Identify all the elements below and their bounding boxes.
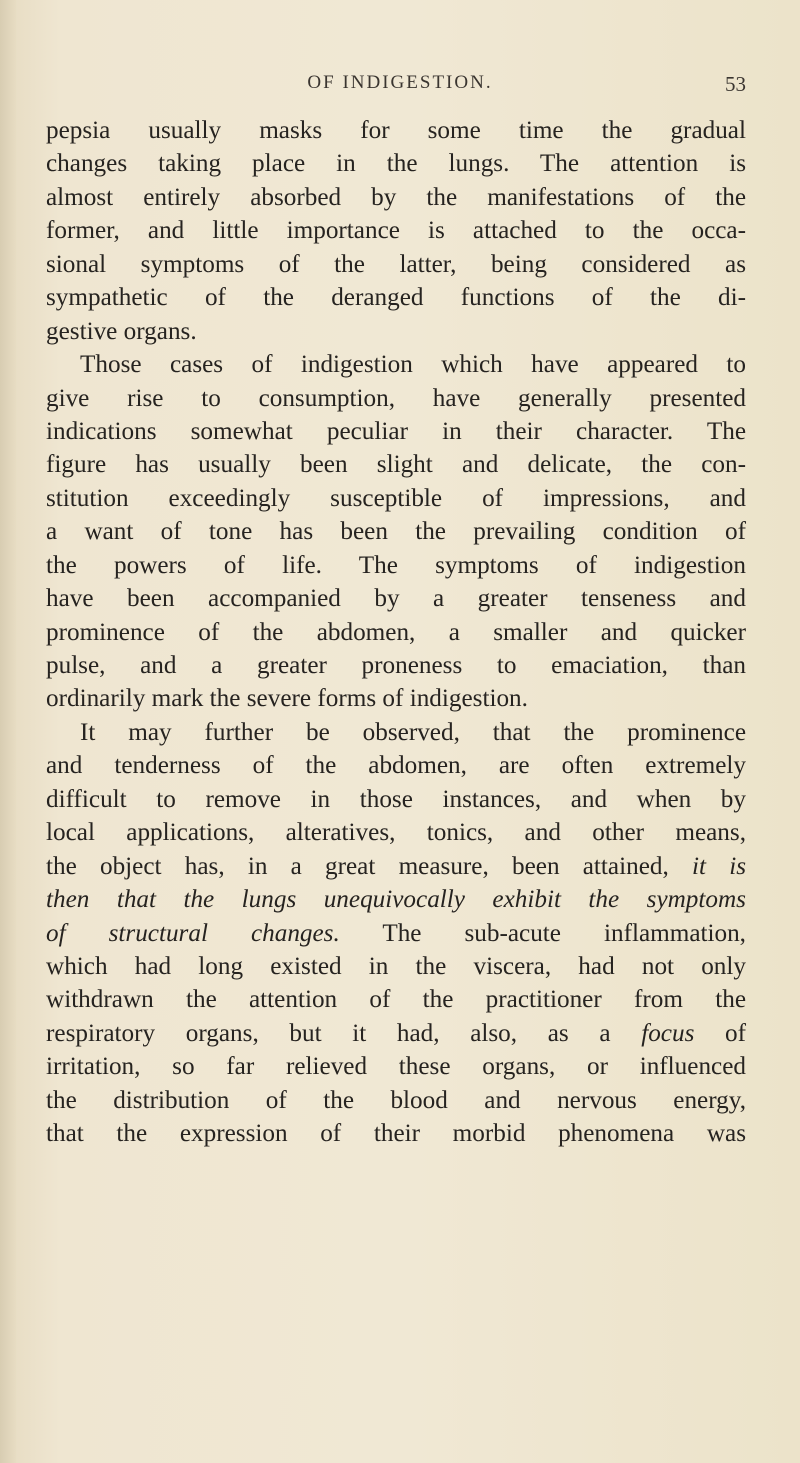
- text-line: [46, 315, 746, 348]
- text-segment: gestive organs.: [46, 317, 197, 345]
- text-line: [46, 281, 746, 314]
- text-segment: the distribution of the blood and nervous energy,: [46, 1086, 746, 1114]
- text-segment: a want of tone has been the prevailing condition of: [46, 518, 746, 546]
- text-segment: almost entirely absorbed by the manifestations of the: [46, 183, 746, 211]
- italic-text: focus: [641, 1019, 695, 1047]
- text-segment: sional symptoms of the latter, being considered as: [46, 250, 746, 278]
- text-segment: pulse, and a greater proneness to emaciation, than: [46, 652, 746, 679]
- text-segment: indications somewhat peculiar in their character. The: [46, 417, 746, 445]
- running-title: OF INDIGESTION.: [307, 72, 493, 93]
- text-line: [46, 415, 746, 448]
- text-line: [46, 1084, 746, 1117]
- text-line: [46, 917, 746, 950]
- text-segment: sympathetic of the deranged functions of the di-: [46, 284, 746, 312]
- body-text: [46, 114, 746, 1151]
- page-gutter-shadow: [0, 0, 16, 1463]
- text-line: [46, 448, 746, 481]
- text-line: [46, 382, 746, 415]
- text-segment: pepsia usually masks for some time the gradual: [46, 117, 746, 144]
- text-segment: give rise to consumption, have generally presented: [46, 384, 746, 412]
- text-segment: figure has usually been slight and delicate, the con-: [46, 451, 746, 479]
- text-segment: that the expression of their morbid phenomena was: [46, 1120, 746, 1148]
- italic-text: it is: [691, 852, 746, 880]
- text-line: [46, 515, 746, 548]
- text-segment: changes taking place in the lungs. The attention is: [46, 150, 746, 178]
- text-segment: prominence of the abdomen, a smaller and quicker: [46, 618, 746, 646]
- text-line: [46, 1050, 746, 1083]
- text-segment: the object has, in a great measure, been attained,: [46, 852, 692, 880]
- running-head: [0, 72, 800, 102]
- text-segment: Those cases of indigestion which have appeared to: [80, 351, 746, 379]
- italic-text: then that the lungs unequivocally exhibit the symptoms: [46, 886, 746, 914]
- text-line: [46, 248, 746, 281]
- text-line: [46, 482, 746, 515]
- text-line: [46, 783, 746, 816]
- text-line: [46, 983, 746, 1016]
- text-line: [46, 816, 746, 849]
- text-segment: respiratory organs, but it had, also, as a: [46, 1019, 642, 1047]
- text-segment: It may further be observed, that the prominence: [80, 718, 746, 746]
- text-segment: local applications, alteratives, tonics, and other means,: [46, 819, 746, 847]
- text-line: [46, 181, 746, 214]
- text-segment: the powers of life. The symptoms of indigestion: [46, 551, 746, 579]
- text-segment: stitution exceedingly susceptible of impressions, and: [46, 484, 746, 512]
- text-line: [46, 749, 746, 782]
- text-segment: The sub-acute inflammation,: [339, 919, 746, 947]
- text-segment: which had long existed in the viscera, had not only: [46, 952, 746, 980]
- text-segment: former, and little importance is attached to the occa-: [46, 217, 746, 245]
- text-segment: have been accompanied by a greater tenseness and: [46, 585, 746, 613]
- text-segment: difficult to remove in those instances, and when by: [46, 785, 746, 813]
- text-line: [46, 549, 746, 582]
- text-line: [46, 1017, 746, 1050]
- text-segment: ordinarily mark the severe forms of indigestion.: [46, 685, 528, 713]
- text-line: [46, 616, 746, 649]
- text-line: [46, 883, 746, 916]
- text-line: [46, 147, 746, 180]
- italic-text: of structural changes.: [46, 919, 340, 947]
- text-line: [46, 1117, 746, 1150]
- text-segment: withdrawn the attention of the practitioner from the: [46, 986, 746, 1014]
- text-line: [46, 716, 746, 749]
- text-line: [46, 649, 746, 682]
- text-segment: and tenderness of the abdomen, are often extremely: [46, 752, 746, 780]
- text-line: [46, 348, 746, 381]
- page-number: 53: [725, 72, 746, 96]
- text-segment: of: [694, 1019, 747, 1047]
- text-line: [46, 950, 746, 983]
- text-line: [46, 114, 746, 147]
- text-line: [46, 214, 746, 247]
- text-line: [46, 850, 746, 883]
- text-segment: irritation, so far relieved these organs, or influenced: [46, 1053, 746, 1081]
- text-line: [46, 582, 746, 615]
- text-line: [46, 682, 746, 715]
